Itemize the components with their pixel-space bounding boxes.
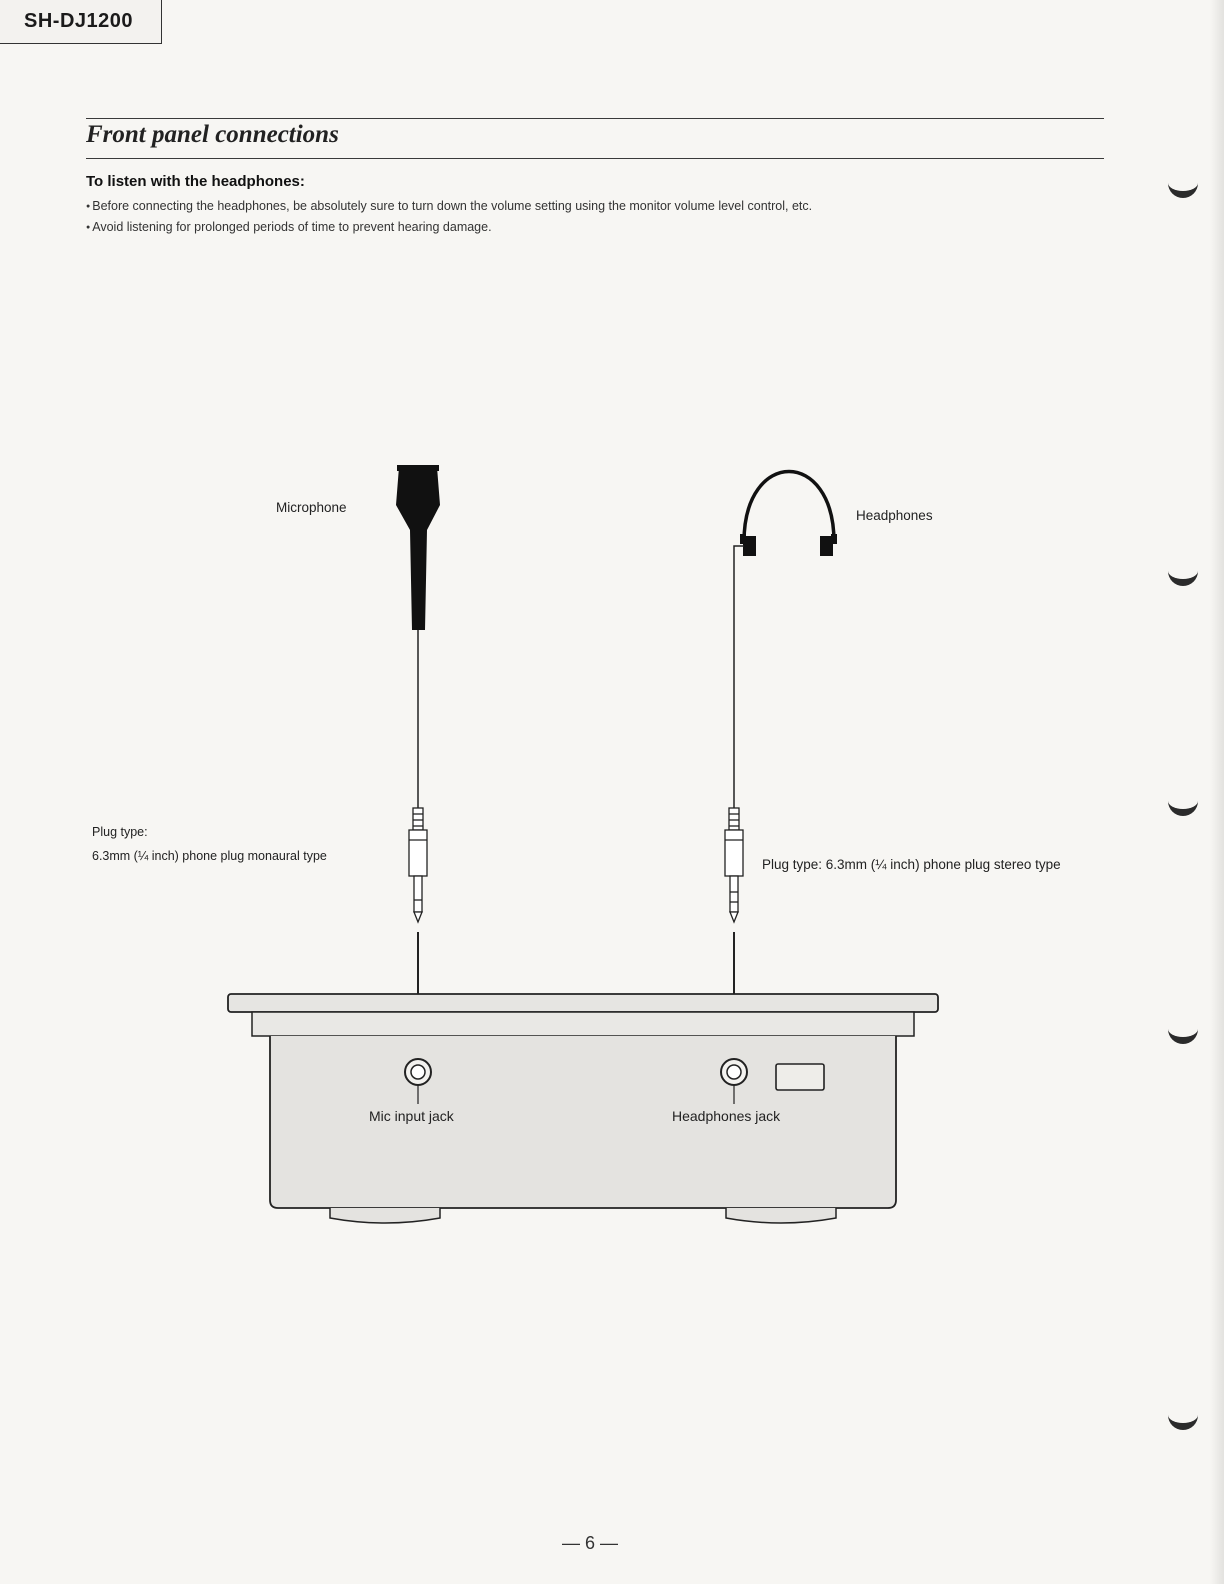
page-number: — 6 — [562,1533,619,1553]
section-title: Front panel connections [86,121,339,148]
note-item: ● Before connecting the headphones, be absolutely sure to turn down the volume setting using the monitor volume level control, etc. [86,196,812,217]
microphone-icon [396,465,440,630]
subheading: To listen with the headphones: [86,173,305,190]
note-item: ● Avoid listening for prolonged periods of time to prevent hearing damage. [86,217,812,238]
headphones-plug-icon [725,808,743,922]
mic-plug-type-label: Plug type: [92,825,148,839]
mic-input-jack-label: Mic input jack [369,1108,454,1124]
mic-plug-spec-label: 6.3mm (¼ inch) phone plug monaural type [92,849,327,863]
mic-plug-icon [409,808,427,922]
microphone-label: Microphone [276,500,347,515]
model-number: SH-DJ1200 [24,10,134,32]
headphones-label: Headphones [856,508,933,523]
headphones-cable [734,546,744,808]
headphones-jack-label: Headphones jack [672,1108,781,1124]
panel-switch-icon [776,1064,824,1090]
mixer-unit [228,994,938,1223]
headphones-icon [740,472,837,557]
headphones-plug-type-label: Plug type: 6.3mm (¼ inch) phone plug stereo type [762,857,1061,872]
